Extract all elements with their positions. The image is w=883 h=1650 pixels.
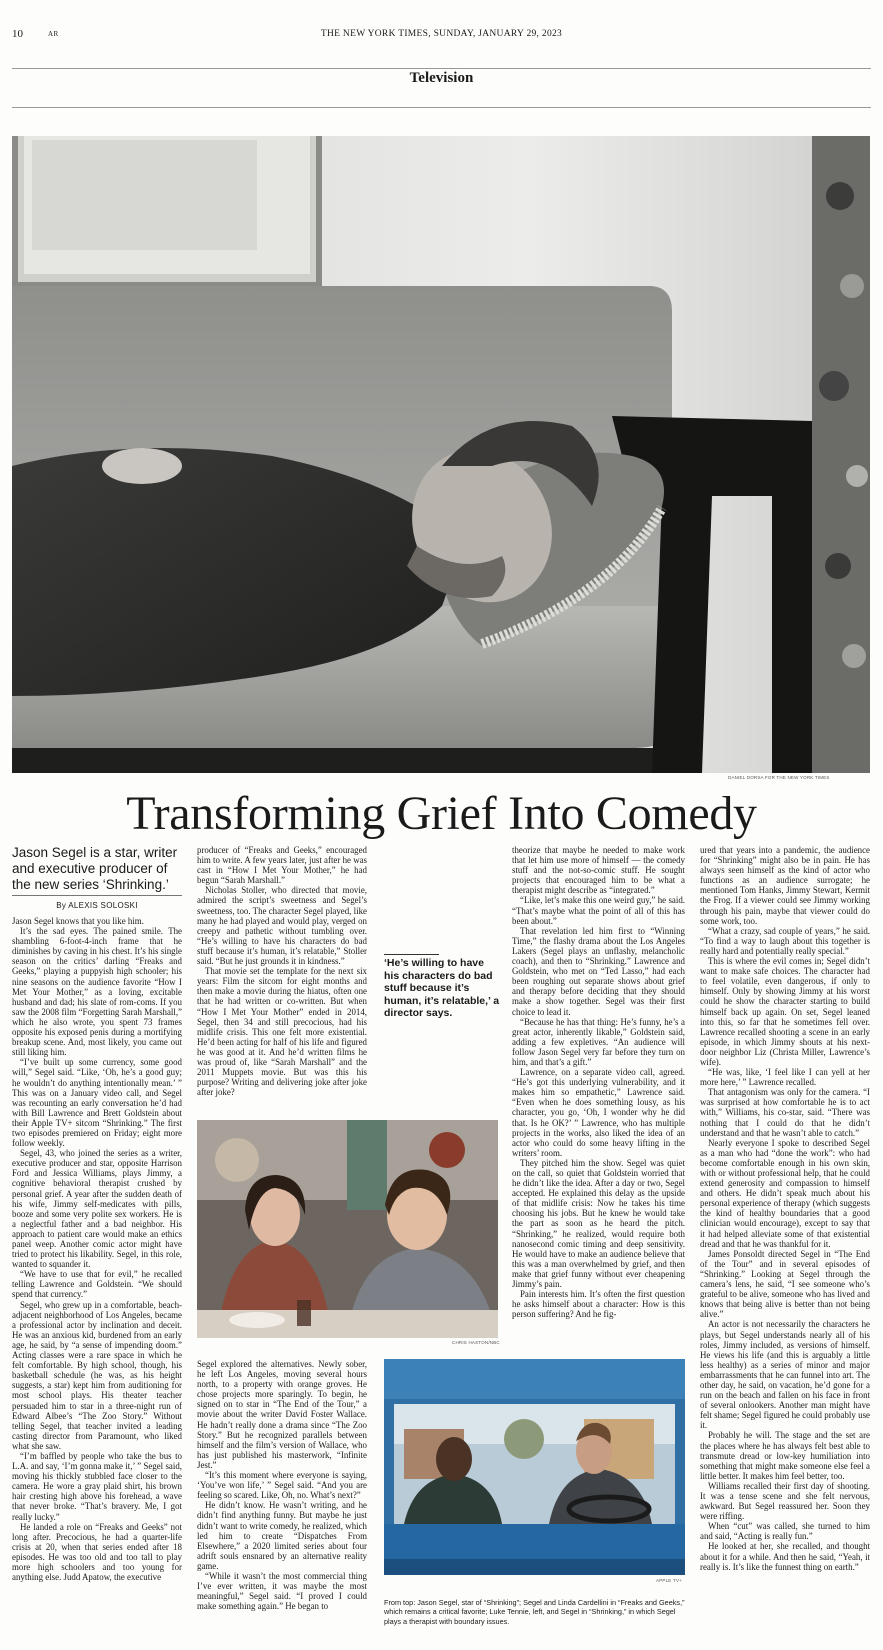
article-paragraph: “What a crazy, sad couple of years,” he said. “To find a way to laugh about this together is really hard and potentially really special.” [700,925,870,956]
article-paragraph: Pain interests him. It’s often the first question he asks himself about a character: How is this person suffering? And he fig- [512,1289,685,1320]
article-column-3 [512,845,685,1319]
article-paragraph: Segel, 43, who joined the series as a writer, executive producer and star, opposite Harrison Ford and Jessica Williams, plays Jimmy, a cognitive behavioral therapist crushed by personal grief. A year after the sudden death of his wife, Jimmy self-medicates with pills, booze and some very polite sex workers. He is a neglectful father and a bad neighbor. His approach to patient care would make an ethics panel weep. Another comic actor might have tried to protect his likability. Segel, in this role, wanted to squander it. [12,1148,182,1270]
article-paragraph: They pitched him the show. Segel was quiet on the call, so quiet that Goldstein worried that he didn’t like the idea. After a day or two, Segel accepted. He explained this delay as the upside of that midlife crisis: Now he takes his time choosing his jobs. But he knew he would take the part as soon as he heard the pitch. “Shrinking,” he realized, would require both nanosecond comic timing and deep sensitivity. He would have to make an audience believe that this was a man overwhelmed by grief, and then make that grief funny without ever cheapening Jimmy’s pain. [512,1157,685,1290]
article-paragraph: Segel explored the alternatives. Newly sober, he left Los Angeles, moving several hours north, to a property with orange groves. He chose projects more sparingly. To begin, he signed on to star in “The End of the Tour,” a movie about the writer David Foster Wallace. He hadn’t really done a drama since “The Zoo Story.” But he recognized parallels between himself and the film’s version of Wallace, who has just published his masterwork, “Infinite Jest.” [197,1359,367,1470]
article-paragraph: “While it wasn’t the most commercial thing I’ve ever written, it was maybe the most meaningful,” Segel said. “I proved I could make something again.” He began to [197,1570,367,1612]
article-paragraph: Nearly everyone I spoke to described Segel as a man who had “done the work”: who had become comfortable enough in his own skin, with or without professional help, that he could extend generosity and compassion to himself and others. He didn’t speak much about his personal experience of therapy (which suggests the kind of healthy boundaries that a good clinician would encourage), except to say that it had helped alleviate some of that existential dread and that he was thankful for it. [700,1137,870,1249]
article-paragraph: When “cut” was called, she turned to him and said, “Acting is really fun.” [700,1521,870,1542]
article-paragraph: This is where the evil comes in; Segel didn’t want to make safe choices. The character had to feel volatile, even dangerous, if only to himself. Only by showing Jimmy at his worst could he show the character starting to build himself back up again. On set, Segel leaned into this, so far that he sometimes fell over. Lawrence recalled shooting a scene in an early episode, in which Jimmy shouts at his next-door neighbor Liz (Christa Miller, Lawrence’s wife). [700,956,870,1067]
article-paragraph: “He was, like, ‘I feel like I can yell at her more here,’ ” Lawrence recalled. [700,1067,870,1088]
byline: By ALEXIS SOLOSKI [56,901,138,910]
article-paragraph: ured that years into a pandemic, the audience for “Shrinking” might also be in pain. He has always seen himself as the kind of actor who functions as an audience surrogate; he mentioned Tom Hanks, Jimmy Stewart, Kermit the Frog. If a viewer could see Jimmy working through his pain, maybe that viewer could do some work, too. [700,845,870,926]
photo-caption: From top: Jason Segel, star of “Shrinking”; Segel and Linda Cardellini in “Freaks and Geeks,” which remains a critical favorite; Luke Tennie, left, and Segel in “Shrinking,” in which Segel plays a therapist with boundary issues. [384,1598,685,1626]
article-paragraph: theorize that maybe he needed to make work that let him use more of himself — the comedy stuff and the not-so-comic stuff. He sought projects that encouraged him to be what a therapist might describe as “integrated.” [512,845,685,896]
dek: Jason Segel is a star, writer and executive producer of the new series ‘Shrinking.’ [12,845,178,892]
shrinking-photo [384,1359,685,1575]
article-paragraph: “Like, let’s make this one weird guy,” he said. “That’s maybe what the point of all of this has been about.” [512,895,685,926]
article-paragraph: Lawrence, on a separate video call, agreed. “He’s got this underlying vulnerability, and it makes him so empathetic,” Lawrence said. “Even when he does something lousy, as his character, you go, ‘Oh, I wonder why he did that. Is he OK?’ ” Lawrence, who has multiple projects in the works, also liked the idea of an actor who could do some heavy lifting in the writers’ room. [512,1067,685,1158]
article-paragraph: “Because he has that thing: He’s funny, he’s a great actor, inherently likable,” Goldstein said, adding a few expletives. “An audience will follow Jason Segel very far before they turn on him, and that’s a gift.” [512,1016,685,1067]
article-paragraph: Williams recalled their first day of shooting. It was a tense scene and she felt nervous, awkward. But Segel reassured her. Soon they were riffing. [700,1480,870,1522]
article-column-1 [12,916,182,1582]
section-rule [12,107,871,108]
section-title: Television [409,70,474,86]
article-paragraph: It’s the sad eyes. The pained smile. The shambling 6-foot-4-inch frame that he diminishes by caving in his chest. It’s his single season on the critics’ darling “Freaks and Geeks,” playing a puppyish high schooler; his nine seasons on the audience favorite “How I Met Your Mother,” as a loving, excitable husband and dad; his slate of rom-coms. If you saw the 2008 film “Forgetting Sarah Marshall,” which he also wrote, you spent 73 frames opposite his exposed penis during a mortifying breakup scene. And, most likely, you came out still liking him. [12,926,182,1058]
article-paragraph: James Ponsoldt directed Segel in “The End of the Tour” and in several episodes of “Shrinking.” Looking at Segel through the camera’s lens, he said, “I see someone who’s grateful to be alive, someone who has lived and knows that being alive is better than not being alive.” [700,1248,870,1320]
article-paragraph: “We have to use that for evil,” he recalled telling Lawrence and Goldstein. “We should spend that currency.” [12,1269,182,1300]
page-number: 10 [12,28,23,40]
dateline: THE NEW YORK TIMES, SUNDAY, JANUARY 29, 2023 [320,29,563,39]
article-column-2-bottom [197,1359,367,1611]
section-code: AR [48,30,59,38]
article-paragraph: producer of “Freaks and Geeks,” encouraged him to write. A few years later, just after he was cast in “How I Met Your Mother,” he had begun “Sarah Marshall.” [197,845,367,886]
article-paragraph: “I’ve built up some currency, some good will,” Segel said. “Like, ‘Oh, he’s a good guy; he wouldn’t do anything intentionally mean.’ ” This was on a January video call, and Segel was recounting an early conversation he’d had with Bill Lawrence and Brett Goldstein about their Apple TV+ sitcom “Shrinking.” The first two episodes premiered on Friday; eight more follow weekly. [12,1057,182,1149]
article-paragraph: Nicholas Stoller, who directed that movie, admired the script’s sweetness and Segel’s sweetness, too. The character Segel played, like many he had played and would play, verged on creepy and pathetic without tumbling over. “He’s willing to have his characters do bad stuff because it’s human, it’s relatable,” Stoller said. “But he just grounds it in kindness.” [197,885,367,967]
article-paragraph: That revelation led him first to “Winning Time,” the flashy drama about the Los Angeles Lakers (Segel plays an unflashy, melancholic coach), and then to “Shrinking.” Lawrence and Goldstein, who met on “Ted Lasso,” had each been roughing out separate shows about grief and therapy before deciding that they should make a show together. Segel was their first choice to lead it. [512,925,685,1017]
pull-quote: ‘He’s willing to have his characters do bad stuff because it’s human, it’s relatable,’ a director says. [384,957,500,1019]
dek-rule [12,895,182,896]
article-paragraph: He didn’t know. He wasn’t writing, and he didn’t find anything funny. But maybe he just didn’t want to write comedy, he realized, which led him to create “Dispatches From Elsewhere,” a 2020 limited series about four adrift souls ensnared by an alternative reality game. [197,1500,367,1571]
masthead-rule [12,68,871,69]
article-paragraph: That movie set the template for the next six years: Film the sitcom for eight months and then make a movie during the hiatus, often one that he had written or co-written. But when “How I Met Your Mother” ended in 2014, Segel, then 34 and still precocious, had his midlife crisis. This one felt more existential. He’d been acting for half of his life and figured he was good at it. And he’d written films he was proud of, like “Sarah Marshall” and the 2011 Muppets movie. But was this his purpose? Writing and delivering joke after joke after joke? [197,966,367,1098]
masthead [12,24,871,44]
article-paragraph: Jason Segel knows that you like him. [12,916,144,926]
article-paragraph: He landed a role on “Freaks and Geeks” not long after. Precocious, he had a quarter-life crisis at 20, when that series ended after 18 episodes. He was too old and too tall to play more high schoolers and too young for anything else. Judd Apatow, the executive [12,1521,182,1583]
headline: Transforming Grief Into Comedy [126,787,757,840]
freaks-and-geeks-photo [197,1120,498,1338]
article-paragraph: He looked at her, she recalled, and thought about it for a while. And then he said, “Yeah, it really is. It’s like the funnest thing on earth.” [700,1541,870,1572]
photo3-credit: APPLE TV+ [656,1578,682,1583]
article-paragraph: Probably he will. The stage and the set are the places where he has always felt best able to transmute dread or low-key humiliation into something that might make someone else feel a little better. It makes him feel better, too. [700,1430,870,1481]
article-paragraph: That antagonism was only for the camera. “I was surprised at how comfortable he is to act with,” Williams, his co-star, said. “There was nothing that I could do that he didn’t understand and that he wasn’t able to catch.” [700,1087,870,1138]
pull-quote-rule [384,954,439,955]
article-paragraph: An actor is not necessarily the characters he plays, but Segel understands nearly all of his roles, Jimmy included, as versions of himself. He views his life (and this is arguably a little less healthy) as a series of minor and major embarrassments that he can funnel into art. The other day, he said, on vacation, he’d gone for a run on the beach and fallen on his face in front of several onlookers. Another man might have felt shame; Segel figured he could probably use it. [700,1319,870,1431]
photo2-credit: CHRIS HASTON/NBC [452,1340,500,1345]
hero-photo-credit: DANIEL DORSA FOR THE NEW YORK TIMES [728,775,830,780]
article-paragraph: “I’m baffled by people who take the bus to L.A. and say, ‘I’m gonna make it,’ ” Segel said, moving his thickly stubbled face closer to the camera. He wore a gray plaid shirt, his brown hair cresting high above his forehead, a wave that never broke. “That’s bravery. Me, I got really lucky.” [12,1450,182,1522]
article-paragraph: Segel, who grew up in a comfortable, beach-adjacent neighborhood of Los Angeles, became a professional actor by inclination and deceit. He was an anxious kid, burdened from an early age, he said, by “a sense of impending doom.” Acting classes were a rare space in which he felt comfortable. By high school, though, his basketball schedule (he was, as his height suggests, a star) kept him from auditioning for most school plays. His theater teacher persuaded him to star in a three-night run of Edward Albee’s “The Zoo Story.” Without telling Segel, that teacher invited a leading casting director from Paramount, who liked what she saw. [12,1299,182,1451]
article-paragraph: “It’s this moment where everyone is saying, ‘You’ve won life,’ ” Segel said. “And you are feeling so scared. Like, Oh, no. What’s next?” [197,1470,367,1501]
article-column-4 [700,845,870,1572]
article-column-2-top [197,845,367,1097]
hero-photo [12,136,870,773]
